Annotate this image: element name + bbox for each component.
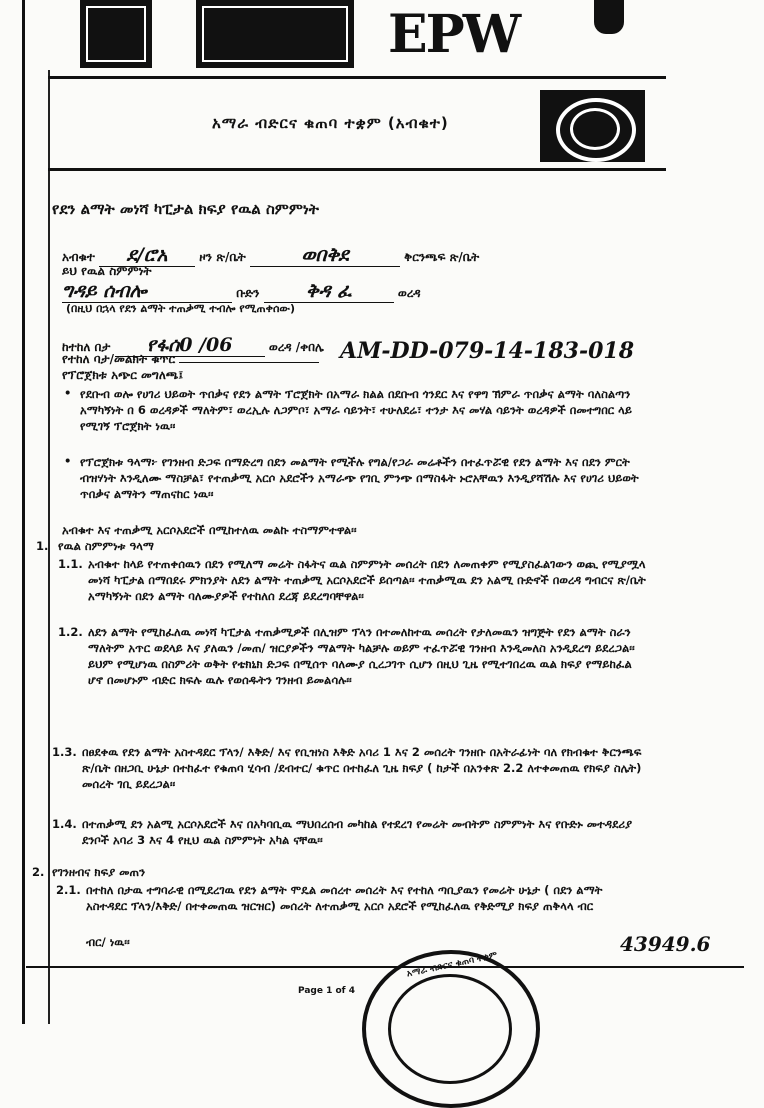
ref-label: አብቁተ bbox=[62, 250, 95, 264]
logo-text: EPW bbox=[388, 4, 520, 65]
logo-left-emblem bbox=[80, 0, 152, 68]
reg-row bbox=[62, 352, 319, 367]
stamp-text: አማራ ብድርና ቁጠባ ተቋም bbox=[405, 950, 499, 980]
item-1-2-text: ለደን ልማት የሚከፈለዉ መነሻ ካፒታል ተጠቃሚዎች በሊዝም ፕላን በተመለከተዉ መሰረት የታለመዉን ዝግጅት የደን ልማት ስራን ማለትም አጥር ወደላይ እና ያለዉን /መጠ/ ዝርያዎችን ማልማት ካልቻሉ ወይም ተፈጥሯዊ ገንዘብ እንዲመለስ አንዲደረግ ይደረጋል፡፡ ይህም የሚሆነዉ በስምሪት ወቅት የቴክኒክ ድጋፍ በሚሰጥ ባለሙያ ሲረጋገጥ ሲሆን በዚህ ጊዜ የሚተገበረዉ ዉል ክፍያ የማይከፈል ሆኖ በመሆኑም ብድር ክፍሉ ዉሉ የወሰዱትን ገንዘብ ይመልሳሉ፡፡ bbox=[88, 625, 635, 687]
payment-amount: 43949.6 bbox=[620, 932, 711, 956]
registration-number: AM-DD-079-14-183-018 bbox=[340, 338, 635, 364]
reg-label: የተከለ ባታ/መልክት ቁጥር bbox=[62, 352, 176, 366]
logo-text-block bbox=[388, 0, 520, 68]
organization-name: አማራ ብድርና ቁጠባ ተቋም (አብቁተ) bbox=[212, 114, 449, 132]
bullet-mark: • bbox=[64, 454, 72, 468]
bullet-text-2: የፕሮጀክቱ ዓላማ፦ የገንዘብ ድጋፍ በማድረግ በደን መልማት የሚችሉ የግል/የጋራ መሬቶችን በተፈጥሯዊ የደን ልማት እና በደን ምርት ብዝሃነት እንዲለሙ ማስቻል፣ የተጠቃሚ አርሶ አደሮችን አማራጭ የገቢ ምንጭ በማስፋት ኑሮአቸዉን እንዲያሻሽሉ እና የሀገሪ ህይወት ጥበቃና ልማትን ማጠናከር ነዉ፡፡ bbox=[80, 455, 639, 501]
logo-center-block bbox=[196, 0, 354, 68]
section-2-title: የገንዘብና ክፍያ መጠን bbox=[52, 865, 146, 879]
item-2-1-suffix: ብር/ ነዉ፡፡ bbox=[86, 935, 130, 949]
item-1-2-number: 1.2. bbox=[58, 625, 83, 639]
left-margin-line bbox=[22, 0, 25, 1024]
program-label: የፕሮጀክቱ አጭር መግለጫ፤ bbox=[62, 368, 184, 382]
section-1-number: 1. bbox=[36, 539, 49, 553]
date-label: ከተከለ በታ bbox=[62, 340, 111, 354]
ref-value: ደ/ሮአ bbox=[99, 244, 195, 267]
section-2-number: 2. bbox=[32, 865, 45, 879]
woreda-label: ቡድን bbox=[236, 286, 260, 300]
bullet-text-1: የደቡብ ወሎ የሀገሪ ህይወት ጥበቃና የደን ልማት ፕሮጀክት በአማራ ክልል በደቡብ ጎንደር እና የዋግ ኽምራ ጥበቃና ልማት ባለስልጣን አማካኝነት በ 6 ወረዳዎች ማለትም፣ ወረኢሉ ለጋምቦ፣ አማራ ሳይንት፣ ተሁለደሬ፣ ተንታ እና መሃል ሳይንት ወረዳዎች በመተግበር ላይ የሚገኝ ፕሮጀክት ነዉ፡፡ bbox=[80, 387, 632, 433]
header-rule-bottom bbox=[48, 168, 666, 171]
item-1-4-text: በተጠቃሚ ደን አልሚ አርሶአደሮች እና በአካባቢዉ ማህበረሰብ መካከል የተደረገ የመሬት መብትም ስምምነት እና የቡድኑ መተዳደሪያ ደንቦች አባሪ 3 እና 4 የዚህ ዉል ስምምነት አካል ናቸዉ፡፡ bbox=[82, 817, 633, 847]
branch-value: ወበቅደ bbox=[250, 244, 400, 267]
item-1-3-number: 1.3. bbox=[52, 745, 77, 759]
woreda-value: ቅዳ ፈ bbox=[264, 280, 394, 303]
branch-label: ዞን ጽ/ቤት bbox=[199, 250, 246, 264]
item-2-1-text: በተከለ በታዉ ተግባራዊ በሚደረገዉ የደን ልማት ሞዴል መሰረተ መሰረት እና የተከለ ጣቢያዉን የመሬት ሁኔታ ( በደን ልማት አስተዳደር ፕላን/እቅድ/ በተቀመጠዉ ዝርዝር) መሰረት ለተጠቃሚ አርሶ አደሮች የሚከፈለዉ የቅድሚያ ክፍያ ጠቅላላ ብር bbox=[86, 883, 603, 913]
date-suffix: ወረዳ /ቀበሌ bbox=[268, 340, 324, 354]
logo-right-emblem bbox=[548, 0, 628, 60]
sub-branch-label: ቅርንጫፍ ጽ/ቤት bbox=[404, 250, 480, 264]
page-number: Page 1 of 4 bbox=[298, 986, 355, 996]
header-rule-top bbox=[48, 76, 666, 79]
item-1-3-text: በፀደቀዉ የደን ልማት አስተዳደር ፕላን/ እቅድ/ እና የቢዝነስ እቅድ አባሪ 1 እና 2 መሰረት ገንዘቡ በአትራፊነት ባለ የክብቁተ ቅርንጫፍ ጽ/ቤት በዘጋቢ ሁኔታ በተከፈተ የቁጠባ ሂሳብ /ደብተር/ ቁጥር በተከፈለ ጊዜ ክፍያ ( ከታች በአንቀጽ 2.2 ለተቀመጠዉ የክፍያ ስሌት) መሰረት ገቢ ይደረጋል፡፡ bbox=[82, 745, 642, 791]
item-1-1-number: 1.1. bbox=[58, 557, 83, 571]
organization-seal-logo bbox=[540, 90, 645, 162]
official-stamp bbox=[362, 950, 540, 1108]
item-2-1-number: 2.1. bbox=[56, 883, 81, 897]
contract-label: ይህ የዉል ስምምነት bbox=[62, 264, 152, 278]
item-1-1-text: አብቁተ ከላይ የተጠቀሰዉን በደን የሚለማ መሬት ስፋትና ዉል ስምምነት መሰረት በደን ለመጠቀም የሚያስፈልገውን ወጪ የሚያሟላ መነሻ ካፒታል በማበደሩ ምክንያት ለደን ልማት ተጠቃሚ አርሶአደሮች ይሰጣል፡፡ ተጠቃሚዉ ደን አልሚ ቡድኖች በወረዳ ግብርና ጽ/ቤት አማካኝነት በደን ልማት ባለሙያዎች የተከለሰ ደረጃ ይደረግባቸዋል፡፡ bbox=[88, 557, 646, 603]
agreement-intro: አብቁተ እና ተጠቃሚ አርሶአደሮች በሚከተለዉ መልኩ ተስማምተዋል፡፡ bbox=[62, 523, 357, 537]
bullet-mark: • bbox=[64, 386, 72, 400]
section-1-title: የዉል ስምምነቱ ዓላማ bbox=[58, 539, 154, 553]
contract-note: (በዚህ በኋላ የደን ልማት ተጠቃሚ ተብሎ የሚጠቀሰው) bbox=[66, 302, 296, 315]
contract-row bbox=[62, 280, 421, 303]
date-value: የፋሰ0 /06 bbox=[115, 334, 265, 357]
woreda-suffix: ወረዳ bbox=[397, 286, 421, 300]
item-1-4-number: 1.4. bbox=[52, 817, 77, 831]
footer-rule bbox=[26, 966, 744, 968]
contract-value: ግዳይ ሰብሎ bbox=[62, 280, 232, 303]
document-title: የደን ልማት መነሻ ካፒታል ክፍያ የዉል ስምምነት bbox=[52, 200, 319, 218]
